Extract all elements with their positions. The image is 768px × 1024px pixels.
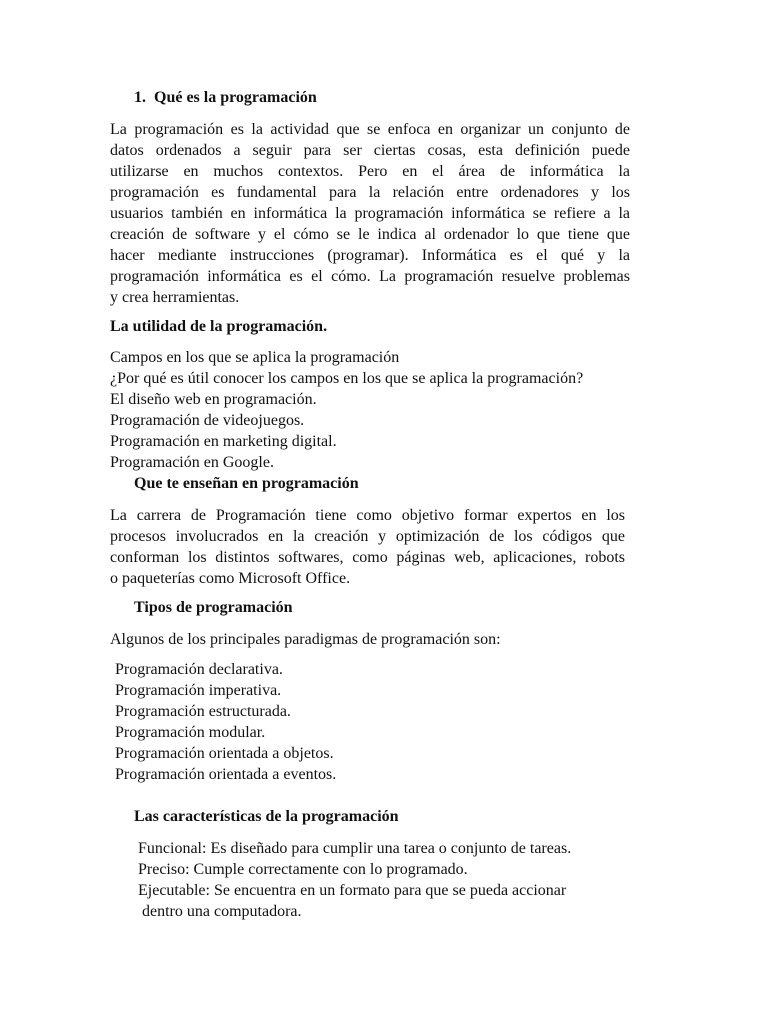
paradigmas-list bbox=[115, 659, 336, 785]
paragraph-line: y crea herramientas. bbox=[110, 289, 240, 306]
section-heading-tipos: Tipos de programación bbox=[134, 599, 293, 616]
list-item: ¿Por qué es útil conocer los campos en los que se aplica la programación? bbox=[110, 370, 584, 387]
paragraph-line: programación es fundamental para la relación entre ordenadores y los bbox=[110, 184, 630, 201]
list-item: Programación declarativa. bbox=[115, 661, 283, 678]
list-item: Programación en Google. bbox=[110, 454, 274, 471]
paragraph-line: datos ordenados a seguir para ser ciertas cosas, esta definición puede bbox=[110, 142, 630, 159]
paragraph-definicion bbox=[110, 119, 630, 308]
paragraph-carrera bbox=[110, 505, 625, 589]
caracteristicas-list bbox=[138, 838, 571, 922]
list-item: Programación orientada a eventos. bbox=[115, 766, 337, 783]
paragraph-line: conforman los distintos softwares, como páginas web, aplicaciones, robots bbox=[110, 549, 625, 566]
paragraph-line: procesos involucrados en la creación y optimización de los códigos que bbox=[110, 528, 625, 545]
utilidad-list bbox=[110, 347, 583, 473]
tipos-intro: Algunos de los principales paradigmas de programación son: bbox=[110, 631, 501, 648]
paragraph-line: utilizarse en muchos contextos. Pero en el área de informática la bbox=[110, 163, 630, 180]
heading-text: Qué es la programación bbox=[154, 89, 317, 106]
list-item: dentro una computadora. bbox=[138, 903, 302, 920]
list-item: Campos en los que se aplica la programación bbox=[110, 349, 400, 366]
list-item: Programación modular. bbox=[115, 724, 266, 741]
list-item: Programación estructurada. bbox=[115, 703, 291, 720]
list-item: Programación en marketing digital. bbox=[110, 433, 337, 450]
section-heading-que-es bbox=[134, 88, 317, 108]
section-heading-que-te-ensenan: Que te enseñan en programación bbox=[134, 475, 359, 492]
list-item: Preciso: Cumple correctamente con lo programado. bbox=[138, 861, 468, 878]
paragraph-line: usuarios también en informática la programación informática se refiere a la bbox=[110, 205, 630, 222]
paragraph-line: programación informática es el cómo. La programación resuelve problemas bbox=[110, 268, 630, 285]
list-item: El diseño web en programación. bbox=[110, 391, 317, 408]
list-item: Funcional: Es diseñado para cumplir una tarea o conjunto de tareas. bbox=[138, 840, 572, 857]
paragraph-line: La programación es la actividad que se enfoca en organizar un conjunto de bbox=[110, 121, 630, 138]
paragraph-line: La carrera de Programación tiene como objetivo formar expertos en los bbox=[110, 507, 625, 524]
paragraph-line: o paqueterías como Microsoft Office. bbox=[110, 570, 351, 587]
list-item: Programación imperativa. bbox=[115, 682, 282, 699]
list-item: Programación de videojuegos. bbox=[110, 412, 305, 429]
heading-number: 1. bbox=[134, 89, 146, 106]
paragraph-line: hacer mediante instrucciones (programar). Informática es el qué y la bbox=[110, 247, 630, 264]
list-item: Ejecutable: Se encuentra en un formato para que se pueda accionar bbox=[138, 882, 567, 899]
paragraph-line: creación de software y el cómo se le indica al ordenador lo que tiene que bbox=[110, 226, 630, 243]
section-heading-utilidad: La utilidad de la programación. bbox=[110, 318, 328, 335]
list-item: Programación orientada a objetos. bbox=[115, 745, 334, 762]
section-heading-caracteristicas: Las características de la programación bbox=[134, 808, 399, 825]
